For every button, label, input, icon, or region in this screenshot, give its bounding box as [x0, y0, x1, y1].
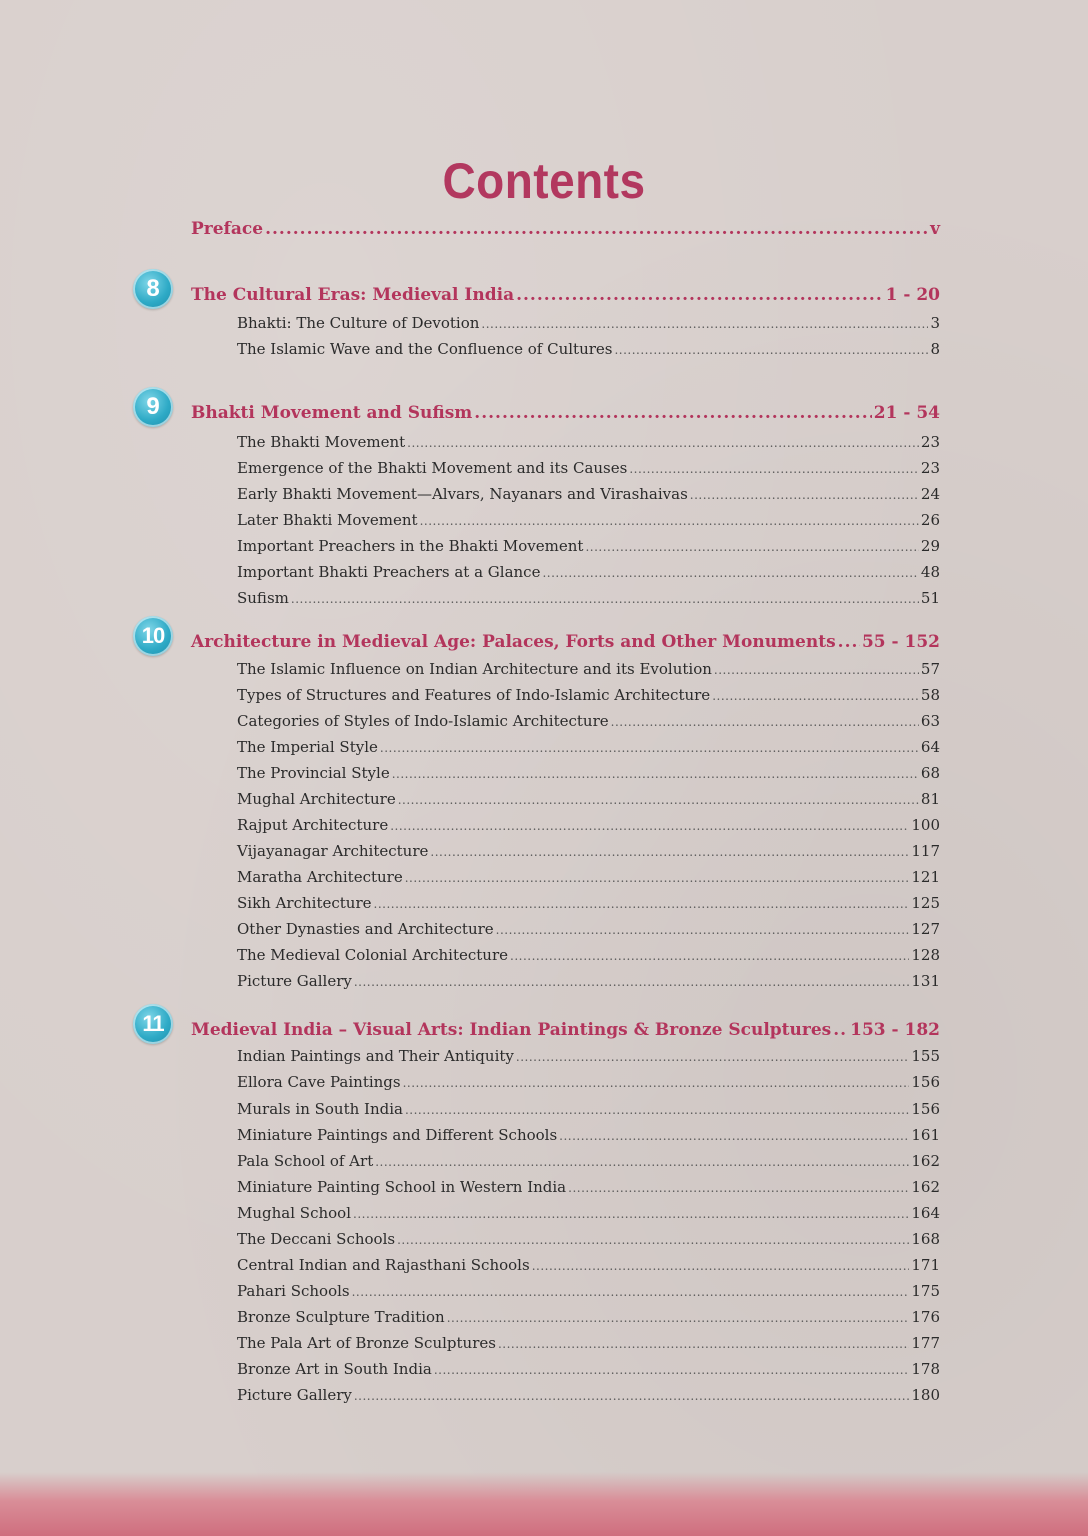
dot-leader — [542, 566, 918, 580]
dot-leader — [434, 1363, 910, 1377]
entry-page: 121 — [911, 868, 940, 886]
dot-leader — [291, 592, 919, 606]
toc-entry[interactable] — [237, 1126, 940, 1144]
toc-entry[interactable] — [237, 738, 940, 756]
entry-label: Picture Gallery — [237, 1386, 352, 1404]
dot-leader — [712, 689, 919, 703]
dot-leader — [516, 285, 884, 305]
toc-entry[interactable] — [237, 1230, 940, 1248]
toc-entry[interactable] — [237, 459, 940, 477]
entry-page: 171 — [911, 1256, 940, 1274]
entry-page: 178 — [911, 1360, 940, 1378]
entry-page: 63 — [920, 712, 940, 730]
chapter-title: The Cultural Eras: Medieval India — [191, 285, 515, 305]
dot-leader — [405, 871, 910, 885]
entry-label: Maratha Architecture — [237, 868, 403, 886]
entry-label: The Deccani Schools — [237, 1230, 396, 1248]
entry-page: 68 — [920, 764, 940, 782]
entry-label: Pala School of Art — [237, 1152, 374, 1170]
chapter-11-number-badge: 11 — [133, 1004, 173, 1044]
dot-leader — [430, 845, 909, 859]
entry-label: Picture Gallery — [237, 972, 352, 990]
toc-entry[interactable] — [237, 764, 940, 782]
entry-label: The Provincial Style — [237, 764, 390, 782]
entry-label: Bhakti: The Culture of Devotion — [237, 314, 480, 332]
toc-chapter-10[interactable] — [191, 632, 940, 652]
entry-page: 26 — [920, 511, 940, 529]
toc-entry[interactable] — [237, 485, 940, 503]
dot-leader — [398, 793, 919, 807]
entry-page: 127 — [911, 920, 940, 938]
toc-entry[interactable] — [237, 433, 940, 451]
chapter-pages: 21 - 54 — [873, 403, 940, 423]
toc-entry[interactable] — [237, 1047, 940, 1065]
chapter-pages: 153 - 182 — [850, 1020, 940, 1040]
entry-page: 168 — [911, 1230, 940, 1248]
entry-page: 155 — [911, 1047, 940, 1065]
entry-label: Miniature Paintings and Different Schools — [237, 1126, 558, 1144]
dot-leader — [375, 1155, 909, 1169]
chapter-title: Medieval India – Visual Arts: Indian Paintings & Bronze Sculptures — [191, 1020, 832, 1040]
dot-leader — [265, 219, 928, 239]
entry-page: 128 — [911, 946, 940, 964]
entry-label: The Medieval Colonial Architecture — [237, 946, 509, 964]
dot-leader — [353, 1207, 909, 1221]
chapter-9-number-badge: 9 — [133, 387, 173, 427]
toc-entry[interactable] — [237, 946, 940, 964]
toc-entry[interactable] — [237, 1256, 940, 1274]
toc-entry[interactable] — [237, 712, 940, 730]
entry-page: 24 — [920, 485, 940, 503]
toc-entry[interactable] — [237, 920, 940, 938]
toc-entry[interactable] — [237, 1282, 940, 1300]
toc-entry[interactable] — [237, 1204, 940, 1222]
dot-leader — [380, 741, 919, 755]
toc-chapter-9[interactable] — [191, 403, 940, 423]
entry-page: 162 — [911, 1178, 940, 1196]
toc-chapter-11[interactable] — [191, 1020, 940, 1040]
entry-page: 3 — [930, 314, 940, 332]
chapter-title: Architecture in Medieval Age: Palaces, Forts and Other Monuments — [191, 632, 836, 652]
entry-label: Early Bhakti Movement—Alvars, Nayanars and Virashaivas — [237, 485, 688, 503]
dot-leader — [474, 403, 872, 423]
entry-label: Miniature Painting School in Western India — [237, 1178, 567, 1196]
toc-entry[interactable] — [237, 868, 940, 886]
dot-leader — [585, 540, 918, 554]
entry-label: Bronze Sculpture Tradition — [237, 1308, 445, 1326]
entry-label: The Imperial Style — [237, 738, 378, 756]
dot-leader — [838, 632, 860, 652]
entry-label: Types of Structures and Features of Indo-Islamic Architecture — [237, 686, 711, 704]
toc-entry[interactable] — [237, 511, 940, 529]
entry-label: The Bhakti Movement — [237, 433, 406, 451]
dot-leader — [354, 975, 910, 989]
page-title: Contents — [442, 152, 646, 209]
dot-leader — [392, 767, 919, 781]
dot-leader — [447, 1311, 910, 1325]
entry-page: 64 — [920, 738, 940, 756]
dot-leader — [611, 715, 919, 729]
entry-label: Mughal School — [237, 1204, 351, 1222]
dot-leader — [397, 1233, 909, 1247]
toc-entry[interactable] — [237, 314, 940, 332]
entry-label: Indian Paintings and Their Antiquity — [237, 1047, 514, 1065]
preface-label: Preface — [191, 219, 264, 239]
entry-page: 175 — [911, 1282, 940, 1300]
toc-entry[interactable] — [237, 1178, 940, 1196]
entry-page: 51 — [920, 589, 940, 607]
entry-label: Other Dynasties and Architecture — [237, 920, 494, 938]
entry-page: 164 — [911, 1204, 940, 1222]
entry-page: 29 — [920, 537, 940, 555]
entry-label: Central Indian and Rajasthani Schools — [237, 1256, 530, 1274]
entry-label: Vijayanagar Architecture — [237, 842, 429, 860]
toc-entry[interactable] — [237, 1152, 940, 1170]
toc-entry[interactable] — [237, 1386, 940, 1404]
entry-label: Important Preachers in the Bhakti Movement — [237, 537, 584, 555]
entry-label: Sufism — [237, 589, 289, 607]
entry-page: 156 — [911, 1073, 940, 1091]
entry-page: 176 — [911, 1308, 940, 1326]
entry-page: 57 — [920, 660, 940, 678]
entry-page: 48 — [920, 563, 940, 581]
entry-label: Sikh Architecture — [237, 894, 372, 912]
dot-leader — [516, 1050, 909, 1064]
dot-leader — [481, 317, 928, 331]
entry-page: 81 — [920, 790, 940, 808]
entry-page: 58 — [920, 686, 940, 704]
dot-leader — [420, 514, 919, 528]
toc-preface[interactable] — [191, 219, 940, 239]
dot-leader — [354, 1389, 910, 1403]
dot-leader — [390, 819, 909, 833]
toc-entry[interactable] — [237, 340, 940, 358]
entry-label: Later Bhakti Movement — [237, 511, 418, 529]
entry-label: The Islamic Influence on Indian Architecture and its Evolution — [237, 660, 712, 678]
entry-label: Ellora Cave Paintings — [237, 1073, 401, 1091]
toc-entry[interactable] — [237, 894, 940, 912]
chapter-title: Bhakti Movement and Sufism — [191, 403, 473, 423]
toc-entry[interactable] — [237, 686, 940, 704]
entry-label: Murals in South India — [237, 1100, 403, 1118]
dot-leader — [614, 343, 928, 357]
entry-page: 23 — [920, 433, 940, 451]
entry-label: Rajput Architecture — [237, 816, 389, 834]
entry-page: 125 — [911, 894, 940, 912]
dot-leader — [559, 1129, 909, 1143]
toc-entry[interactable] — [237, 1360, 940, 1378]
chapter-pages: 1 - 20 — [885, 285, 940, 305]
dot-leader — [374, 897, 910, 911]
dot-leader — [496, 923, 910, 937]
entry-page: 100 — [911, 816, 940, 834]
chapter-pages: 55 - 152 — [861, 632, 940, 652]
entry-page: 23 — [920, 459, 940, 477]
entry-page: 177 — [911, 1334, 940, 1352]
toc-entry[interactable] — [237, 1100, 940, 1118]
entry-page: 131 — [911, 972, 940, 990]
dot-leader — [568, 1181, 909, 1195]
toc-entry[interactable] — [237, 589, 940, 607]
dot-leader — [403, 1076, 910, 1090]
toc-chapter-8[interactable] — [191, 285, 940, 305]
toc-entry[interactable] — [237, 816, 940, 834]
dot-leader — [405, 1103, 909, 1117]
toc-entry[interactable] — [237, 1308, 940, 1326]
entry-label: Emergence of the Bhakti Movement and its Causes — [237, 459, 628, 477]
entry-page: 161 — [911, 1126, 940, 1144]
footer-color-band — [0, 1472, 1088, 1536]
dot-leader — [352, 1285, 910, 1299]
entry-label: Mughal Architecture — [237, 790, 396, 808]
entry-page: 180 — [911, 1386, 940, 1404]
dot-leader — [498, 1337, 909, 1351]
dot-leader — [833, 1020, 848, 1040]
dot-leader — [690, 488, 919, 502]
toc-entry[interactable] — [237, 1334, 940, 1352]
toc-entry[interactable] — [237, 1073, 940, 1091]
dot-leader — [407, 436, 919, 450]
dot-leader — [510, 949, 909, 963]
entry-label: Important Bhakti Preachers at a Glance — [237, 563, 541, 581]
entry-label: Categories of Styles of Indo-Islamic Architecture — [237, 712, 609, 730]
entry-label: The Pala Art of Bronze Sculptures — [237, 1334, 496, 1352]
toc-entry[interactable] — [237, 842, 940, 860]
toc-entry[interactable] — [237, 563, 940, 581]
dot-leader — [714, 663, 919, 677]
preface-page: v — [930, 219, 940, 239]
chapter-10-number-badge: 10 — [133, 616, 173, 656]
toc-entry[interactable] — [237, 790, 940, 808]
entry-label: Bronze Art in South India — [237, 1360, 432, 1378]
toc-entry[interactable] — [237, 660, 940, 678]
entry-page: 162 — [911, 1152, 940, 1170]
toc-entry[interactable] — [237, 537, 940, 555]
dot-leader — [629, 462, 919, 476]
toc-entry[interactable] — [237, 972, 940, 990]
entry-page: 8 — [930, 340, 940, 358]
chapter-8-number-badge: 8 — [133, 269, 173, 309]
entry-label: The Islamic Wave and the Confluence of Cultures — [237, 340, 613, 358]
entry-label: Pahari Schools — [237, 1282, 350, 1300]
dot-leader — [532, 1259, 910, 1273]
entry-page: 156 — [911, 1100, 940, 1118]
entry-page: 117 — [911, 842, 940, 860]
